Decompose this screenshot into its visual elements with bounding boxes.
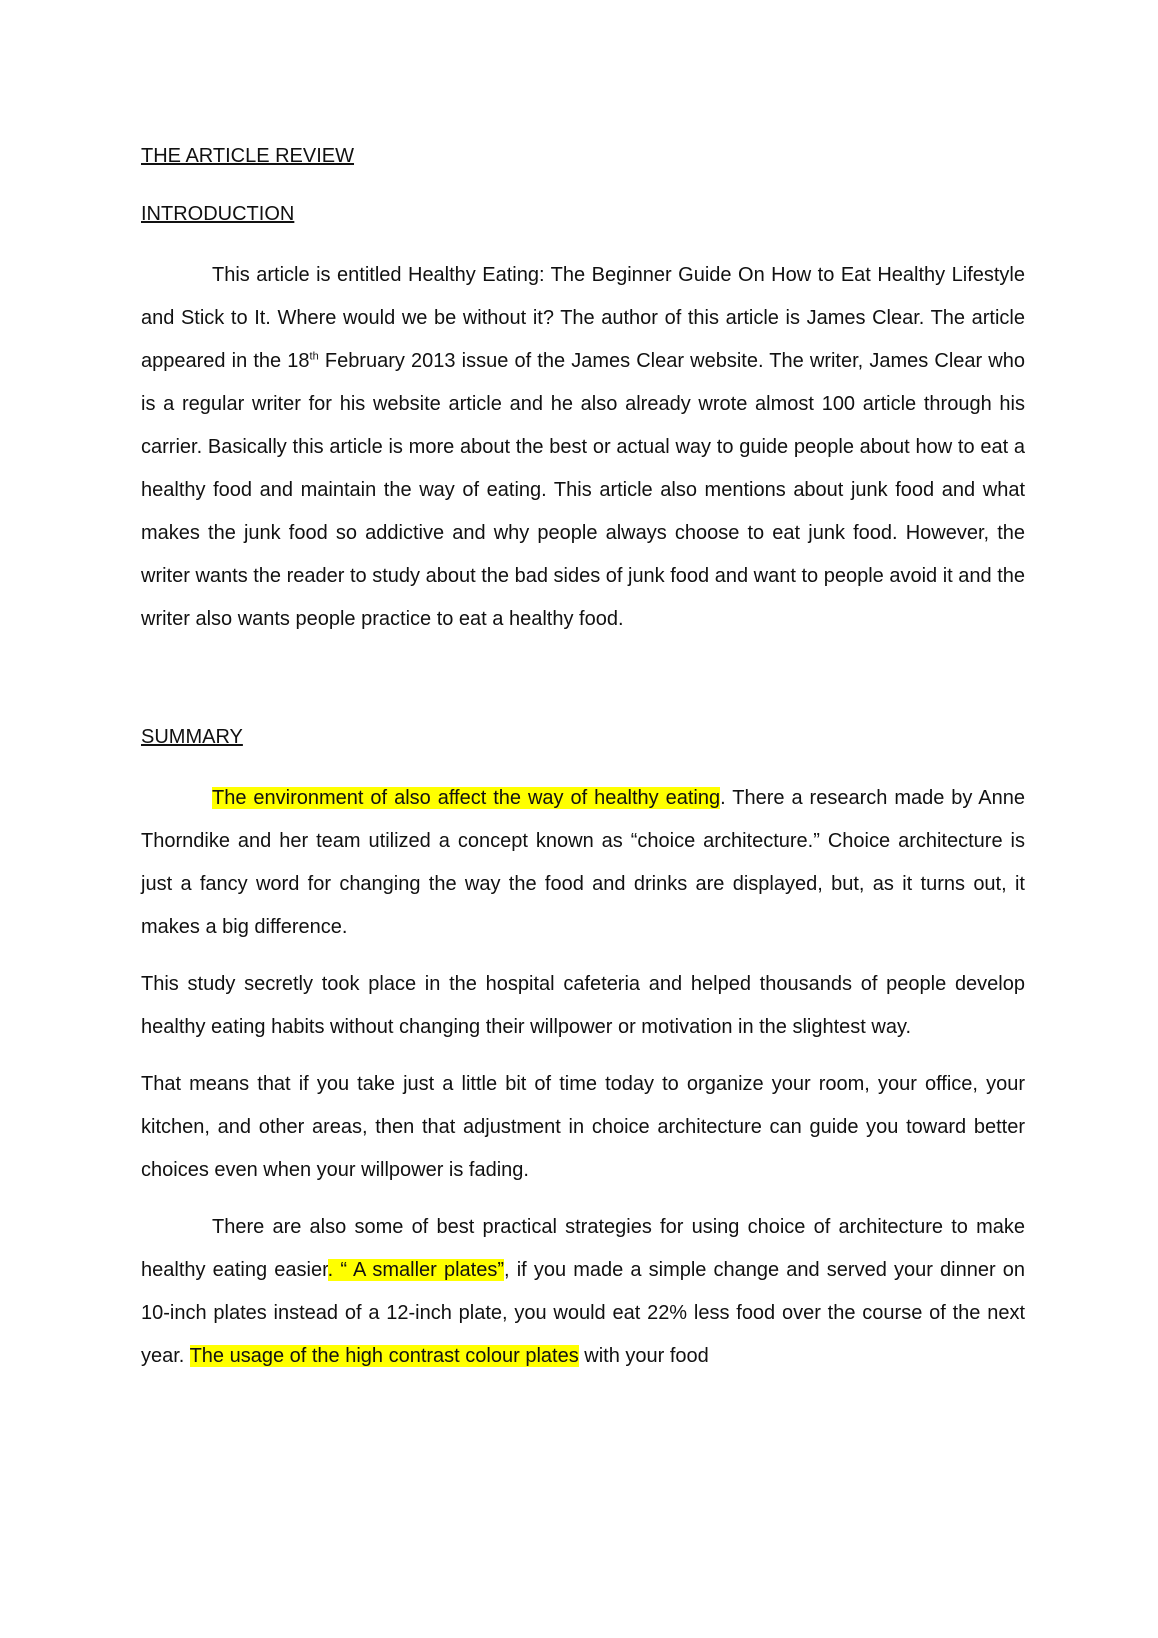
heading-summary: SUMMARY [141, 726, 243, 748]
highlighted-text: . “ A smaller plates” [327, 1259, 504, 1281]
document-body [141, 138, 1025, 1378]
heading-article-review: THE ARTICLE REVIEW [141, 145, 355, 167]
heading-introduction: INTRODUCTION [141, 203, 295, 225]
summary-p1-text: . There a research made by Anne Thorndike and her team utilized a concept known as “choice architecture.” Choice architecture is just a fancy word for changing the way the food and drinks are displayed, but, as it turns out, it makes a big difference. [141, 787, 1025, 938]
ordinal-superscript: th [309, 350, 319, 363]
summary-p4-text-part1: There are also some of best practical strategies for using choice of architecture to make healthy eating easier [141, 1216, 1025, 1281]
summary-p4-text-part2: , if you made a simple change and served your dinner on 10-inch plates instead of a 12-inch plate, you would eat 22% less food over the course of the next year. [141, 1259, 1025, 1367]
intro-text-part2: February 2013 issue of the James Clear website. The writer, James Clear who is a regular writer for his website article and he also already wrote almost 100 article through his carrier. Basically this article is more about the best or actual way to guide people about how to eat a healthy food and maintain the way of eating. This article also mentions about junk food and what makes the junk food so addictive and why people always choose to eat junk food. However, the writer wants the reader to study about the bad sides of junk food and want to people avoid it and the writer also wants people practice to eat a healthy food. [141, 350, 1025, 630]
summary-paragraph-1 [141, 777, 1025, 949]
highlighted-text: The usage of the high contrast colour plates [189, 1345, 579, 1367]
summary-paragraph-2: This study secretly took place in the hospital cafeteria and helped thousands of people develop healthy eating habits without changing their willpower or motivation in the slightest way. [141, 973, 1025, 1038]
summary-paragraph-4 [141, 1206, 1025, 1378]
introduction-paragraph [141, 254, 1025, 641]
summary-p4-text-part3: with your food [578, 1345, 709, 1367]
intro-text-part1: This article is entitled Healthy Eating: The Beginner Guide On How to Eat Healthy Lifestyle and Stick to It. Where would we be without it? The author of this article is James Clear. The article appeared in the 18 [141, 264, 1025, 372]
highlighted-text: The environment of also affect the way of healthy eating [212, 787, 721, 809]
summary-paragraph-3: That means that if you take just a little bit of time today to organize your room, your office, your kitchen, and other areas, then that adjustment in choice architecture can guide you toward better choices even when your willpower is fading. [141, 1073, 1025, 1181]
